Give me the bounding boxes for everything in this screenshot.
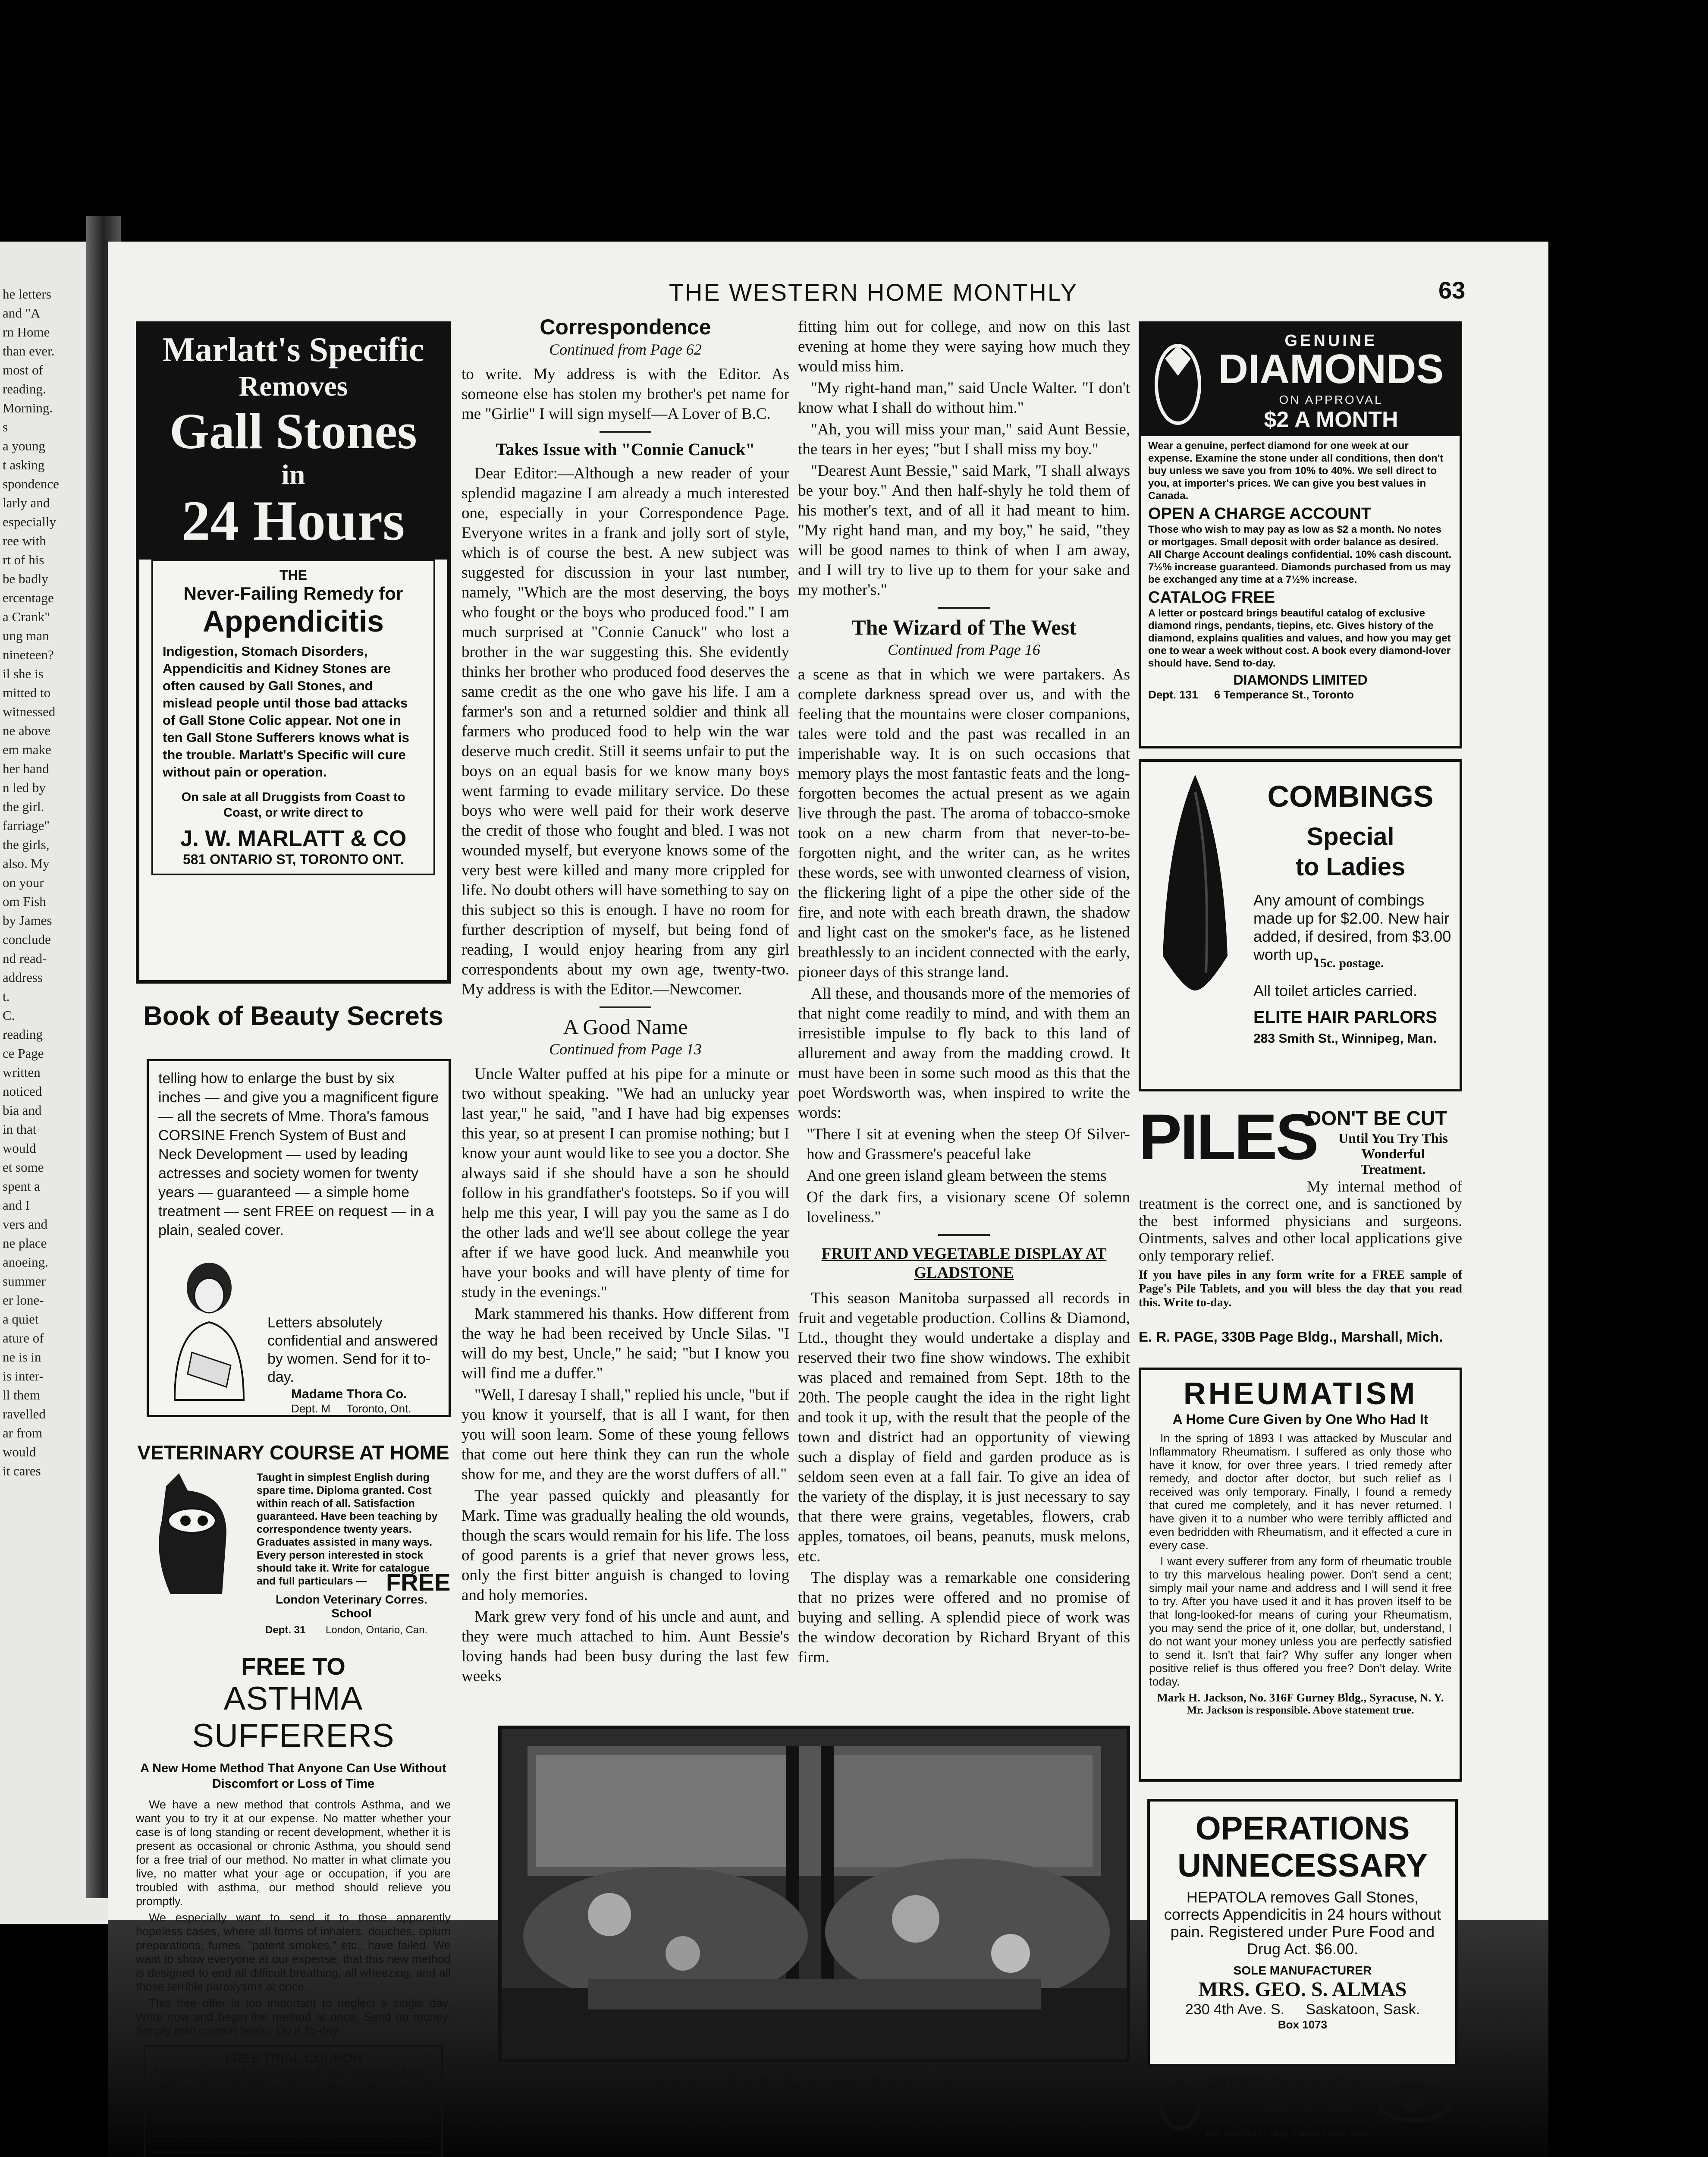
prev-page-line: ung man <box>3 628 49 643</box>
prev-page-line: and "A <box>3 305 41 321</box>
prev-page-line: would <box>3 1444 36 1459</box>
prev-page-line: il she is <box>3 666 44 681</box>
prev-page-line: reading. <box>3 381 46 396</box>
diamonds-price: $2 A MONTH <box>1264 407 1398 432</box>
prev-page-line: em make <box>3 742 51 757</box>
fruit-display-p2: The display was a remarkable one considering that no prizes were offered and no promise of buying and selling. A splendid piece of work was the window decoration by Richard Bryant of this firm. <box>798 1569 1130 1666</box>
asthma-p3: This free offer is too important to neglect a single day. Write now and begin the method at once. Send no money. Simply mail coupon below. Do it To-day. <box>136 1997 451 2037</box>
running-header: THE WESTERN HOME MONTHLY <box>669 279 1078 306</box>
good-name-p5: Mark grew very fond of his uncle and aunt, and they were much attached to him. Aunt Bessie's loving hands had been busy during the last few weeks <box>462 1608 789 1685</box>
ad-operations <box>1147 1799 1458 2066</box>
prev-page-line: would <box>3 1141 36 1156</box>
piles-body: My internal method of treatment is the correct one, and is sanctioned by the best informed physicians and surgeons. Ointments, salves and other local applications give only temporary relief. <box>1139 1178 1462 1264</box>
prev-page-line: rt of his <box>3 552 44 567</box>
takes-issue-heading: Takes Issue with "Connie Canuck" <box>496 440 755 459</box>
prev-page-line: on your <box>3 875 44 890</box>
prev-page-line: written <box>3 1065 41 1080</box>
diamonds-approval: ON APPROVAL <box>1279 393 1383 406</box>
wizard-quote-3: Of the dark firs, a visionary scene Of solemn loveliness." <box>807 1189 1130 1226</box>
prev-page-line: the girl. <box>3 799 44 814</box>
divider <box>938 607 990 609</box>
coupon-body: FRONTIER ASTHMA CO., Room 872X, Niagara and Hudson Sts., Buffalo, N.Y. Send free trial of your method to: <box>153 2066 433 2104</box>
good-name-continued: Continued from Page 13 <box>549 1041 702 1058</box>
marlatt-headline-4: in <box>281 459 305 491</box>
vet-school: London Veterinary Corres. School <box>276 1593 427 1620</box>
prev-page-line: a young <box>3 438 46 453</box>
beauty-dept: Dept. M <box>291 1402 331 1415</box>
prev-page-line: ature of <box>3 1330 44 1346</box>
ad-asthma <box>136 1652 451 2104</box>
ops-address: 230 4th Ave. S. <box>1185 2001 1284 2018</box>
good-name-p7: "My right-hand man," said Uncle Walter. "I don't know what I shall do without him." <box>798 379 1130 417</box>
piles-body-2: If you have piles in any form write for a FREE sample of Page's Pile Tablets, and you will bless the day that you read this. Write to-day. <box>1139 1268 1462 1309</box>
diamonds-body: Wear a genuine, perfect diamond for one week at our expense. Examine the stone under all conditions, then don't buy unless we save you from 10% to 40%. We sell direct to you, at importer's prices. We can give you best values in Canada. <box>1148 440 1444 502</box>
diamonds-catalog-heading: CATALOG FREE <box>1148 588 1275 607</box>
ops-name: MRS. GEO. S. ALMAS <box>1198 1978 1407 2001</box>
prev-page-line: address <box>3 970 43 985</box>
correspondence-continued: Continued from Page 62 <box>549 341 702 358</box>
prev-page-line: mitted to <box>3 685 51 700</box>
prev-page-line: nineteen? <box>3 647 54 662</box>
good-name-p8: "Ah, you will miss your man," said Aunt Bessie, the tears in her eyes; "but I shall miss my boy." <box>798 421 1130 458</box>
prev-page-line: s <box>3 419 8 434</box>
beauty-illustration <box>157 1258 261 1400</box>
photo-caption: Artistic garden display in store, Gladstone, Man. <box>654 2075 974 2094</box>
wizard-p1: a scene as that in which we were partakers. As complete darkness spread over us, and with the feeling that the mountains were closer companions, tales were told and the past was recalled in an imperishable way. It is on such occasions that memory plays the most fantastic feats and the long-forgotten becomes the actual present as we again live through the past. The aroma of tobacco-smoke took on a new charm from that never-to-be-forgotten night, and the writer can, as he writes these words, see with unwonted clearness of vision, the flickering light of a pipe the other side of the fire, and note with each breath drawn, the shadow and light cast on the smoker's face, as he listened breathlessly to an incident connected with the early, pioneer days of this strange land. <box>798 666 1130 981</box>
prev-page-line: om Fish <box>3 894 46 909</box>
wizard-continued: Continued from Page 16 <box>888 641 1040 658</box>
garden-display-photo <box>498 1726 1130 2062</box>
marlatt-address: 581 ONTARIO ST, TORONTO ONT. <box>182 852 404 867</box>
marlatt-sale: On sale at all Druggists from Coast to Coast, or write direct to <box>181 790 405 820</box>
diamonds-title: DIAMONDS <box>1218 346 1444 392</box>
correspondence-intro: to write. My address is with the Editor. As someone else has stolen my brother's pet name for me "Girlie" I will sign myself—A Lover of B.C. <box>462 365 789 423</box>
diamonds-address: 6 Temperance St., Toronto <box>1214 688 1354 701</box>
prev-page-line: ravelled <box>3 1406 46 1421</box>
prev-page-line: a quiet <box>3 1311 39 1327</box>
ring-illustration-left <box>1156 2079 1203 2131</box>
asthma-coupon[interactable] <box>144 2045 443 2157</box>
column-2 <box>798 317 1130 1723</box>
asthma-title: ASTHMA SUFFERERS <box>192 1680 395 1754</box>
ad-piles <box>1139 1101 1462 1355</box>
ops-sole: SOLE MANUFACTURER <box>1233 1964 1372 1977</box>
piles-until: Until You Try This Wonderful Treatment. <box>1338 1130 1448 1177</box>
ad-veterinary <box>136 1441 451 1636</box>
ops-body: HEPATOLA removes Gall Stones, corrects Appendicitis in 24 hours without pain. Registered under Pure Food and Drug Act. $6.00. <box>1164 1888 1441 1958</box>
prev-page-line: n led by <box>3 780 46 795</box>
vet-title: VETERINARY COURSE AT HOME <box>137 1441 449 1464</box>
rheum-p1: In the spring of 1893 I was attacked by Muscular and Inflammatory Rheumatism. I suffered as only those who have it know, for over three years. I tried remedy after remedy, and doctor after doctor, but such relief as I received was only temporary. Finally, I found a remedy that cured me completely, and it has never returned. I have given it to a number who were terribly afflicted and even bedridden with Rheumatism, and it effected a cure in every case. <box>1149 1432 1452 1552</box>
marlatt-headline-5: 24 Hours <box>182 489 405 552</box>
prev-page-line: ce Page <box>3 1046 44 1061</box>
diamonds-charge-body: Those who wish to may pay as low as $2 a month. No notes or mortgages. Small deposit with order balance as desired. All Charge Account dealings confidential. 10% cash discount. 7½% increase guaranteed. Diamonds purchased from us may be exchanged any time at a 7½% increase. <box>1148 524 1452 585</box>
prev-page-line: summer <box>3 1273 46 1289</box>
takes-issue-body: Dear Editor:—Although a new reader of your splendid magazine I am already a much interested one, especially in your Correspondence Page. Everyone writes in a frank and jolly sort of style, which is of course the best. A new subject was suggested for discussion in your last number, namely, "Which are the most deserving, the boys who fought or the boys who produced food." I am much surprised at "Connie Canuck" who lost a brother in the war suggesting this. She evidently thinks her brother who produced food deserves the same credit as the one who gave his life. I am a farmer's son and a returned soldier and think all farmers who produced food to help win the war deserve much credit. Still it seems unfair to put the boys on an equal basis for we know many boys went farming to evade military service. Do these boys who were well paid for their work deserve the credit of those who fought and bled. I was not wounded myself, but everyone knows some of the very best were killed and many more crippled for life. No doubt others will have something to say on this subject so this is enough. I have no room for further description of myself, but being fond of reading, I would enjoy hearing from any girl correspondents about my own age, twenty-two. My address is with the Editor.—Newcomer. <box>462 465 789 998</box>
asthma-free-to: FREE TO <box>241 1653 345 1680</box>
marlatt-headline-3: Gall Stones <box>170 403 417 459</box>
diamonds-catalog-body: A letter or postcard brings beautiful catalog of exclusive diamond rings, pendants, tiepins, etc. Gives history of the diamond, explains qualities and values, and how you may get one to wear a week without cost. A book every diamond-lover should have. Send to-day. <box>1148 607 1451 669</box>
prev-page-line: ne place <box>3 1236 47 1251</box>
good-name-p1: Uncle Walter puffed at his pipe for a minute or two without speaking. "We had an unlucky year last year," he said, "and I have had big expenses this year, so at present I can promise nothing; but I know your aunt would like to see you a doctor. She always said if she should have a son he should follow in his grandfather's footsteps. So if you will help me this year, I will pay you the same as I do the other lads and we'll see about college the year after if we have good luck. And meanwhile you have your books and will have plenty of time for study in the evenings." <box>462 1065 789 1301</box>
ops-box: Box 1073 <box>1278 2018 1328 2031</box>
ad-ring <box>1156 2075 1458 2144</box>
prev-page-line: a Crank" <box>3 609 50 624</box>
good-name-p4: The year passed quickly and pleasantly for Mark. Time was gradually healing the old wounds, though the scars would remain for his life. The loss of good parents is a grief that never grows less, only the first bitter anguish is changed to loving and holy memories. <box>462 1487 789 1604</box>
prev-page-line: C. <box>3 1008 15 1023</box>
prev-page-line: t asking <box>3 457 45 472</box>
combings-body: Any amount of combings made up for $2.00. New hair added, if desired, from $3.00 worth up. <box>1253 891 1451 963</box>
combings-toilet: All toilet articles carried. <box>1253 982 1418 1000</box>
ad-rheumatism <box>1139 1368 1462 1782</box>
diamonds-genuine: GENUINE <box>1284 332 1378 350</box>
asthma-p1: We have a new method that controls Asthma, and we want you to try it at our expense. No matter whether your case is of long standing or recent development, whether it is present as occasional or chronic Asthma, you should send for a free trial of our method. No matter in what climate you live, no matter what your age or occupation, if you are troubled with asthma, our method should relieve you promptly. <box>136 1798 451 1908</box>
prev-page-line: anoeing. <box>3 1255 48 1270</box>
prev-page-line: Morning. <box>3 400 53 415</box>
prev-page-line: larly and <box>3 495 50 510</box>
photo-illustration <box>502 1729 1127 2059</box>
prev-page-line: ree with <box>3 533 46 548</box>
combings-special: Special <box>1306 823 1394 851</box>
prev-page-line: ll them <box>3 1387 40 1402</box>
prev-page-line: er lone- <box>3 1292 44 1308</box>
ring-illustration-right <box>1376 2079 1454 2127</box>
marlatt-the: THE <box>279 567 307 583</box>
prev-page-line: and I <box>3 1198 30 1213</box>
prev-page-line: rn Home <box>3 324 50 340</box>
hair-switch-illustration <box>1154 775 1236 990</box>
prev-page-line: t. <box>3 989 10 1004</box>
coupon-line[interactable] <box>153 2121 433 2137</box>
rheum-title: RHEUMATISM <box>1183 1377 1418 1411</box>
prev-page-line: reading <box>3 1027 43 1042</box>
prev-page-line: ar from <box>3 1425 43 1440</box>
divider <box>600 1006 651 1008</box>
marlatt-headline-1: Marlatt's Specific <box>162 331 424 369</box>
good-name-p9: "Dearest Aunt Bessie," said Mark, "I shall always be your boy." And then half-shyly he told them of his mother's text, and of all it had meant to him. "My right hand man, and my boy," he said, "they will be good names to think of when I am away, and I will try to live up to them for your sake and my mother's." <box>798 462 1130 599</box>
rheum-responsible: Mr. Jackson is responsible. Above statement true. <box>1187 1704 1414 1716</box>
prev-page-line: most of <box>3 362 43 377</box>
horse-illustration <box>140 1469 252 1598</box>
prev-page-line: farriage" <box>3 818 50 833</box>
coupon-line[interactable] <box>153 2105 433 2121</box>
good-name-p2: Mark stammered his thanks. How different from the way he had been received by Uncle Silas. "I will do my best, Uncle," he said; "but I know you will find me a duffer." <box>462 1305 789 1382</box>
prev-page-line: also. My <box>3 856 50 871</box>
asthma-subtitle: A New Home Method That Anyone Can Use Without Discomfort or Loss of Time <box>140 1761 446 1791</box>
piles-address: E. R. PAGE, 330B Page Bldg., Marshall, Mich. <box>1139 1329 1443 1345</box>
beauty-signature: Madame Thora Co. <box>291 1387 407 1401</box>
prev-page-line: spent a <box>3 1179 40 1194</box>
ad-beauty <box>147 1059 451 1417</box>
wizard-title: The Wizard of The West <box>851 615 1077 639</box>
marlatt-appendicitis: Appendicitis <box>202 604 384 638</box>
ring-company: Rex Jewelry Co., Dept. 2 Battle Creek, Mich. <box>1206 2129 1371 2138</box>
ad-marlatt <box>136 321 451 984</box>
ops-title-1: OPERATIONS <box>1195 1810 1410 1847</box>
prev-page-line: than ever. <box>3 343 55 358</box>
vet-city: London, Ontario, Can. <box>326 1624 428 1636</box>
prev-page-line: et some <box>3 1160 44 1175</box>
prev-page-line: be badly <box>3 571 48 586</box>
prev-page-line: in that <box>3 1122 37 1137</box>
coupon-title: FREE TRIAL COUPON <box>225 2051 362 2066</box>
wizard-quote-1: "There I sit at evening when the steep Of Silver-how and Grassmere's peaceful lake <box>807 1126 1130 1163</box>
prev-page-line: bia and <box>3 1103 42 1118</box>
combings-company: ELITE HAIR PARLORS <box>1253 1008 1437 1027</box>
diamonds-dept: Dept. 131 <box>1148 688 1198 701</box>
ops-city: Saskatoon, Sask. <box>1306 2001 1420 2018</box>
combings-address: 283 Smith St., Winnipeg, Man. <box>1253 1031 1437 1046</box>
prev-page-line: ne above <box>3 723 51 738</box>
marlatt-remedy: Never-Failing Remedy for <box>183 583 403 604</box>
beauty-city: Toronto, Ont. <box>346 1402 411 1415</box>
vet-body: Taught in simplest English during spare time. Diploma granted. Cost within reach of all. Satisfaction guaranteed. Have been teaching by correspondence twenty years. Graduates assisted in many ways. Every person interested in stock should take it. Write for catalogue and full particulars — <box>257 1472 438 1587</box>
ad-diamonds <box>1139 321 1462 748</box>
prev-page-line: her hand <box>3 761 49 776</box>
wizard-p2: All these, and thousands more of the memories of that night come readily to mind, and with them an irresistible impulse to fly back to this land of allurement and away from the madding crowd. It must have been in some such mood as this that the poet Wordsworth was, when inspired to write the words: <box>798 985 1130 1122</box>
page-number: 63 <box>1438 277 1466 304</box>
vet-dept: Dept. 31 <box>265 1624 306 1636</box>
beauty-body-2: Letters absolutely confidential and answered by women. Send for it to-day. <box>267 1314 438 1385</box>
correspondence-title: Correspondence <box>540 315 711 339</box>
vet-free: FREE <box>386 1569 451 1596</box>
divider <box>600 431 651 433</box>
prev-page-line: nd read- <box>3 951 47 966</box>
prev-page-line: vers and <box>3 1217 48 1232</box>
prev-page-line: witnessed <box>3 704 56 719</box>
ad-beauty-title: Book of Beauty Secrets <box>143 1001 443 1031</box>
piles-dont-cut: DON'T BE CUT <box>1307 1107 1447 1129</box>
prev-page-line: the girls, <box>3 837 50 852</box>
fruit-display-p1: This season Manitoba surpassed all records in fruit and vegetable production. Collins & Diamond, Ltd., thought they would undertake a display and reserved their two fine show windows. The exhibit was placed and remained from Sept. 18th to the 20th. The people caught the idea in the right light and took it up, with the result that the people of the town and district had an opportunity of viewing such a display of field and garden produce as is seldom seen even at a fall fair. To give an idea of the variety of the display, it is just necessary to say that there were grains, vegetables, flowers, crab apples, tomatoes, oil beans, peanuts, musk melons, etc. <box>798 1289 1130 1565</box>
prev-page-line: ne is in <box>3 1349 41 1365</box>
prev-page-line: ercentage <box>3 590 54 605</box>
prev-page-line: is inter- <box>3 1368 44 1383</box>
coupon-line[interactable] <box>153 2137 433 2153</box>
good-name-title: A Good Name <box>563 1015 688 1039</box>
prev-page-line: conclude <box>3 932 51 947</box>
asthma-p2: We especially want to send it to those apparently hopeless cases, where all forms of inhalers, douches, opium preparations, fumes, "patent smokes," etc., have failed. We want to show everyone at our expense, that this new method is designed to end all difficult breathing, all wheezing, and all those terrible paroxysms at once. <box>136 1911 451 1993</box>
diamonds-charge-heading: OPEN A CHARGE ACCOUNT <box>1148 505 1372 523</box>
prev-page-line: noticed <box>3 1084 42 1099</box>
ring-free: FREE <box>1206 2075 1252 2094</box>
wizard-quote-2: And one green island gleam between the stems <box>807 1167 1107 1185</box>
ad-combings <box>1139 759 1462 1091</box>
rheum-subtitle: A Home Cure Given by One Who Had It <box>1172 1412 1429 1427</box>
ops-title-2: UNNECESSARY <box>1177 1847 1428 1884</box>
prev-page-line: spondence <box>3 476 59 491</box>
divider <box>938 1234 990 1236</box>
rheum-signature: Mark H. Jackson, No. 316F Gurney Bldg., Syracuse, N. Y. <box>1157 1691 1444 1704</box>
rheum-p2: I want every sufferer from any form of rheumatic trouble to try this marvelous healing power. Don't send a cent; simply mail your name and address and I will send it free to try. After you have used it and it has proven itself to be that long-looked-for means of curing your Rheumatism, you may send the price of it, one dollar, but, understand, I do not want your money unless you are perfectly satisfied to send it. Isn't that fair? Why suffer any longer when positive relief is thus offered you free? Don't delay. Write today. <box>1149 1555 1452 1688</box>
prev-page-line: he letters <box>3 286 51 302</box>
marlatt-headline-2: Removes <box>239 371 348 402</box>
good-name-p6: fitting him out for college, and now on this last evening at home they were saying how much they would miss him. <box>798 318 1130 375</box>
prev-page-line: it cares <box>3 1463 41 1478</box>
marlatt-company: J. W. MARLATT & CO <box>180 826 407 851</box>
marlatt-body: Indigestion, Stomach Disorders, Appendicitis and Kidney Stones are often caused by Gall Stones, and mislead people until those bad attacks of Gall Stone Colic appear. Not one in ten Gall Stone Sufferers knows what is the trouble. Marlatt's Specific will cure without pain or operation. <box>163 644 409 780</box>
combings-ladies: to Ladies <box>1295 853 1406 881</box>
diamond-ring-illustration <box>1150 337 1206 428</box>
combings-postage: 15c. postage. <box>1314 956 1384 970</box>
fruit-display-heading: FRUIT AND VEGETABLE DISPLAY AT GLADSTONE <box>821 1245 1107 1282</box>
combings-title: COMBINGS <box>1267 780 1434 813</box>
piles-title: PILES <box>1139 1101 1317 1173</box>
diamonds-company: DIAMONDS LIMITED <box>1233 672 1368 688</box>
prev-page-line: especially <box>3 514 56 529</box>
good-name-p3: "Well, I daresay I shall," replied his uncle, "but if you know it yourself, that is all I want, for then you will soon learn. Some of these young fellows that come out here think they can run the whole show for me, and they are the worst duffers of all." <box>462 1386 789 1483</box>
column-1 <box>462 317 789 1723</box>
prev-page-line: by James <box>3 913 52 928</box>
beauty-body: telling how to enlarge the bust by six inches — and give you a magnificent figure — all the secrets of Mme. Thora's famous CORSINE French System of Bust and Neck Development — used by leading actresses and society women for twenty years — guaranteed — a simple home treatment — sent FREE on request — in a plain, sealed cover. <box>158 1070 439 1239</box>
ring-body: Rex Wonder or Rose Red Ring Set with rose bud or Rex sparkler. Your size for 15c. both for 25c. Warranted 3 years. Gold Filled. <box>1259 2077 1371 2111</box>
